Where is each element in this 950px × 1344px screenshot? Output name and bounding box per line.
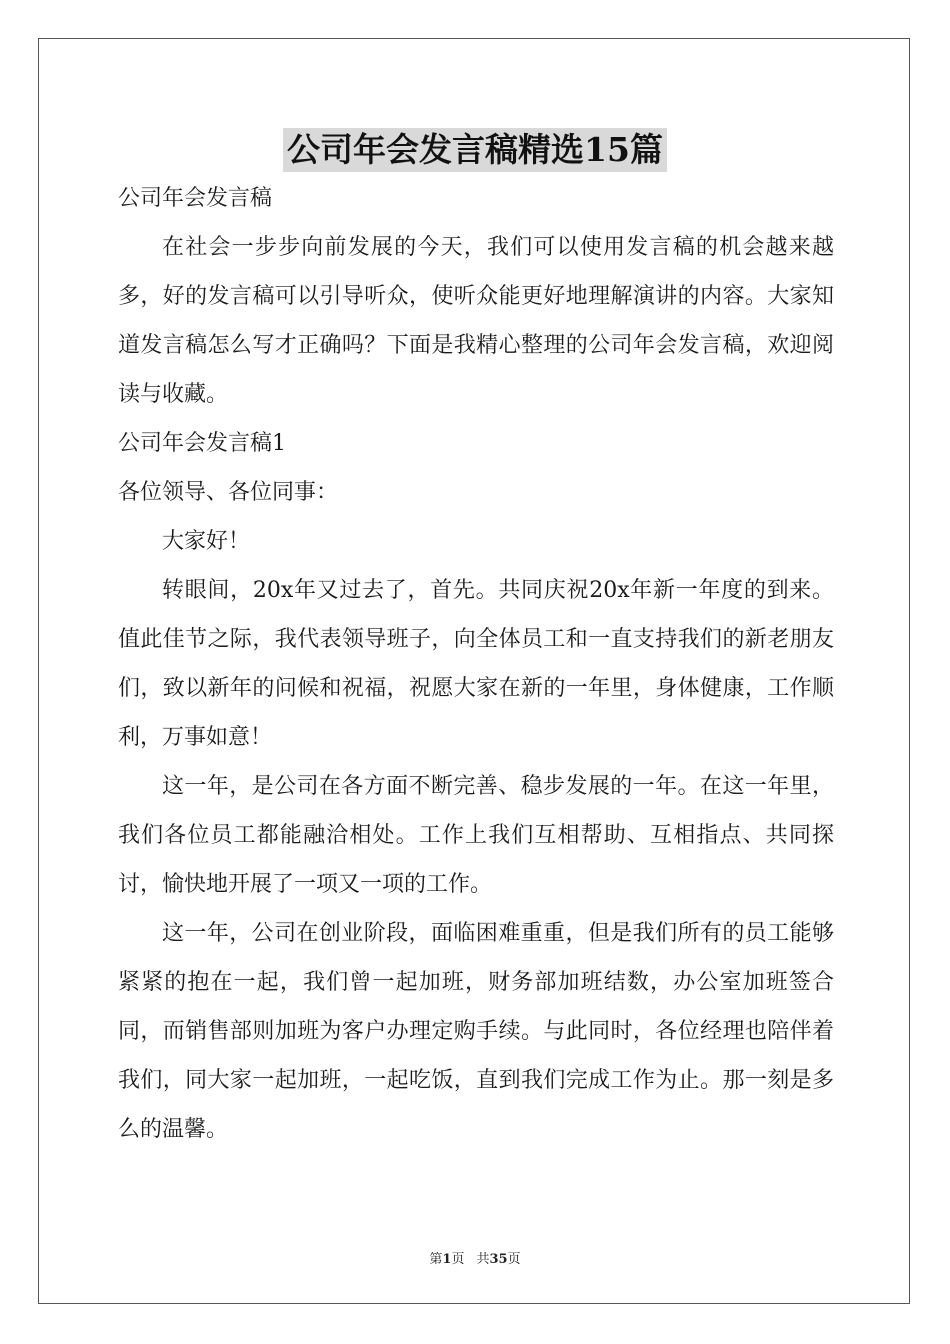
page-prefix: 第 [429, 1252, 443, 1267]
salutation: 各位领导、各位同事： [118, 480, 339, 505]
body-paragraph: 这一年，是公司在各方面不断完善、稳步发展的一年。在这一年里，我们各位员工都能融洽相处。工作上我们互相帮助、互相指点、共同探讨，愉快地开展了一项又一项的工作。 [118, 774, 834, 897]
greeting: 大家好！ [162, 529, 251, 554]
intro-paragraph: 在社会一步步向前发展的今天，我们可以使用发言稿的机会越来越多，好的发言稿可以引导听众，使听众能更好地理解演讲的内容。大家知道发言稿怎么写才正确吗？下面是我精心整理的公司年会发言稿，欢迎阅读与收藏。 [118, 235, 834, 407]
section-heading: 公司年会发言稿 [118, 186, 273, 211]
document-title: 公司年会发言稿精选15篇 [283, 128, 667, 172]
body-paragraph: 这一年，公司在创业阶段，面临困难重重，但是我们所有的员工能够紧紧的抱在一起，我们曾一起加班，财务部加班结数，办公室加班签合同，而销售部则加班为客户办理定购手续。与此同时，各位经理也陪伴着我们，同大家一起加班，一起吃饭，直到我们完成工作为止。那一刻是多么的温馨。 [118, 921, 834, 1142]
title-container [0, 128, 950, 172]
document-body [118, 174, 834, 1154]
section-heading: 公司年会发言稿1 [118, 431, 286, 456]
page-suffix: 页 [451, 1252, 465, 1267]
total-prefix: 共 [476, 1252, 490, 1267]
page-footer [0, 1248, 950, 1267]
total-suffix: 页 [507, 1252, 521, 1267]
body-paragraph: 转眼间，20x年又过去了，首先。共同庆祝20x年新一年度的到来。值此佳节之际，我代表领导班子，向全体员工和一直支持我们的新老朋友们，致以新年的问候和祝福，祝愿大家在新的一年里，身体健康，工作顺利，万事如意！ [118, 578, 834, 750]
page-number: 1 [442, 1252, 452, 1267]
total-pages: 35 [489, 1252, 508, 1267]
